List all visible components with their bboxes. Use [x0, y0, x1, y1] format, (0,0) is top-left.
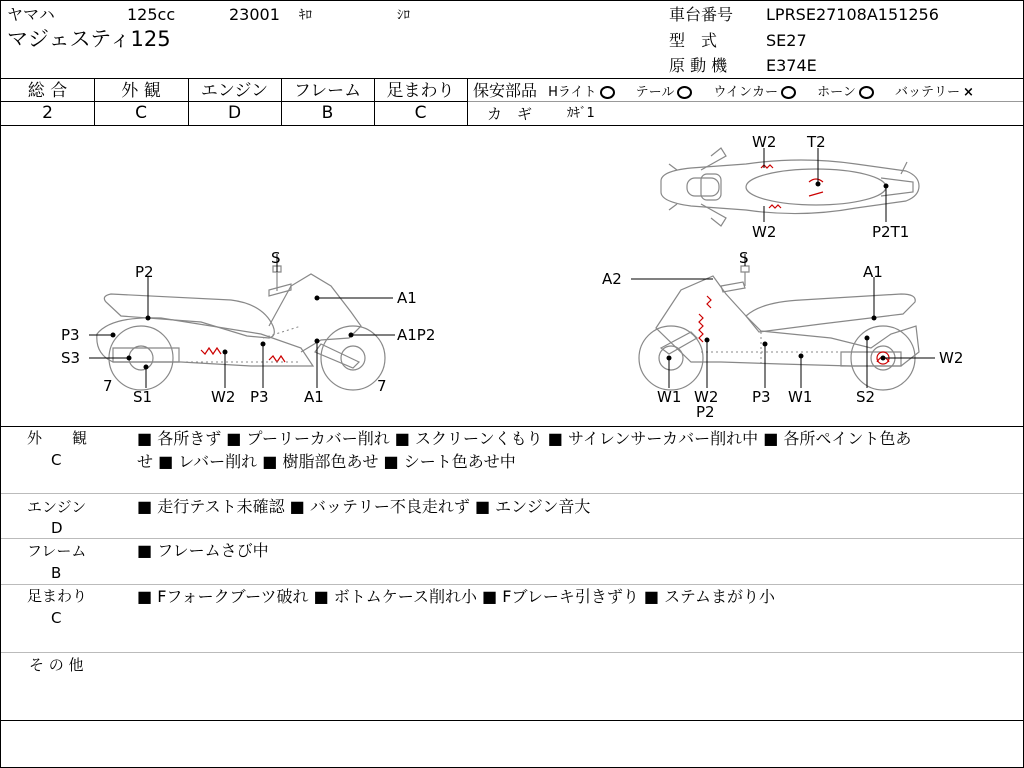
remark-grade-engine: D [51, 519, 63, 537]
remark-text-exterior-1: ■ 各所きず ■ プーリーカバー削れ ■ スクリーンくもり ■ サイレンサーカバー削れ中 ■ 各所ペイント色あ [137, 429, 912, 448]
divider [467, 78, 468, 125]
remark-text-exterior-2: せ ■ レバー削れ ■ 樹脂部色あせ ■ シート色あせ中 [137, 452, 516, 471]
label-7: 7 [103, 377, 113, 395]
ok-circle-icon [781, 86, 796, 99]
remark-label-suspension: 足まわり [27, 587, 88, 605]
label-p3: P3 [250, 388, 269, 406]
grade-frame: B [321, 103, 334, 123]
label-s1: S1 [133, 388, 153, 406]
remark-grade-frame: B [51, 564, 62, 582]
callout-lines [89, 148, 935, 388]
ok-circle-icon [859, 86, 874, 99]
label-p2: P2 [135, 263, 154, 281]
label-t2: T2 [807, 133, 826, 151]
remark-label-exterior: 外 観 [27, 429, 88, 447]
engine-value: E374E [766, 56, 817, 75]
scooter-right-view [639, 266, 919, 390]
label-s3: S3 [61, 349, 81, 367]
safety-item-headlight: Hライト [548, 85, 614, 100]
chassis-label: 車台番号 [669, 5, 734, 24]
label-w2: W2 [211, 388, 236, 406]
key-value: ｶｷﾞ1 [567, 106, 595, 121]
mileage-unit: ｷﾛ [299, 8, 312, 23]
label-s: S [271, 249, 281, 267]
label-s2: S2 [856, 388, 876, 406]
grade-total: 2 [42, 103, 53, 123]
engine-label: 原 動 機 [669, 56, 728, 75]
grade-header-exterior: 外 観 [121, 81, 161, 101]
type-label: 型 式 [669, 31, 718, 50]
grade-exterior: C [135, 103, 147, 123]
callout-labels [61, 133, 963, 421]
ok-circle-icon [677, 86, 692, 99]
model-name: マジェスティ125 [7, 27, 171, 51]
divider [1, 101, 467, 102]
scooter-top-view [661, 148, 919, 226]
cross-icon: × [963, 85, 974, 100]
label-p3: P3 [61, 326, 80, 344]
mileage: 23001 [229, 5, 280, 24]
safety-label: 保安部品 [473, 81, 538, 100]
color: ｼﾛ [397, 8, 410, 23]
grade-header-total: 総 合 [27, 81, 68, 101]
scooter-left-view [97, 266, 385, 390]
label-p3: P3 [752, 388, 771, 406]
label-p2: P2 [696, 403, 715, 421]
label-w1: W1 [657, 388, 682, 406]
key-label: カ ギ [487, 105, 533, 123]
label-w1: W1 [788, 388, 813, 406]
label-a1: A1 [304, 388, 324, 406]
chassis-number: LPRSE27108A151256 [766, 5, 939, 24]
label-a1: A1 [863, 263, 883, 281]
label-s: S [739, 249, 749, 267]
remark-label-engine: エンジン [27, 498, 87, 516]
label-7: 7 [377, 377, 387, 395]
damage-marks-left [201, 348, 285, 362]
label-w2: W2 [752, 223, 777, 241]
label-a1: A1 [397, 289, 417, 307]
divider [1, 652, 1023, 653]
label-w2: W2 [752, 133, 777, 151]
label-p2t1: P2T1 [872, 223, 910, 241]
label-a1p2: A1P2 [397, 326, 436, 344]
damage-diagram [1, 126, 1023, 426]
grade-suspension: C [414, 103, 427, 123]
label-w2: W2 [694, 388, 719, 406]
divider [1, 78, 1023, 79]
callout-dots [111, 182, 889, 370]
dotted-guides-right [701, 332, 871, 364]
remark-label-frame: フレーム [27, 542, 87, 560]
safety-item-tail: テール [636, 85, 693, 100]
label-a2: A2 [602, 270, 622, 288]
grade-header-frame: フレーム [293, 81, 362, 101]
safety-item-winker: ウインカー [713, 85, 796, 100]
grade-header-engine: エンジン [200, 81, 269, 101]
maker: ヤマハ [7, 5, 55, 24]
grade-header-suspension: 足まわり [386, 81, 455, 101]
remark-text-frame: ■ フレームさび中 [137, 541, 269, 560]
displacement: 125cc [127, 5, 176, 24]
damage-marks-top [761, 165, 823, 208]
remark-text-engine: ■ 走行テスト未確認 ■ バッテリー不良走れず ■ エンジン音大 [137, 497, 591, 516]
divider [1, 493, 1023, 494]
remark-label-other: そ の 他 [29, 656, 84, 674]
safety-item-horn: ホーン [817, 85, 874, 100]
label-w2: W2 [939, 349, 964, 367]
type-value: SE27 [766, 31, 807, 50]
remark-text-suspension: ■ Fフォークブーツ破れ ■ ボトムケース削れ小 ■ Fブレーキ引きずり ■ ステムまがり小 [137, 587, 775, 606]
divider [1, 720, 1023, 721]
ok-circle-icon [600, 86, 615, 99]
divider [467, 101, 1023, 102]
remark-grade-exterior: C [51, 451, 62, 469]
safety-item-battery: バッテリー × [895, 85, 974, 100]
damage-marks-right [699, 296, 889, 364]
grade-engine: D [227, 103, 242, 123]
remark-grade-suspension: C [51, 609, 62, 627]
safety-parts [473, 81, 974, 101]
